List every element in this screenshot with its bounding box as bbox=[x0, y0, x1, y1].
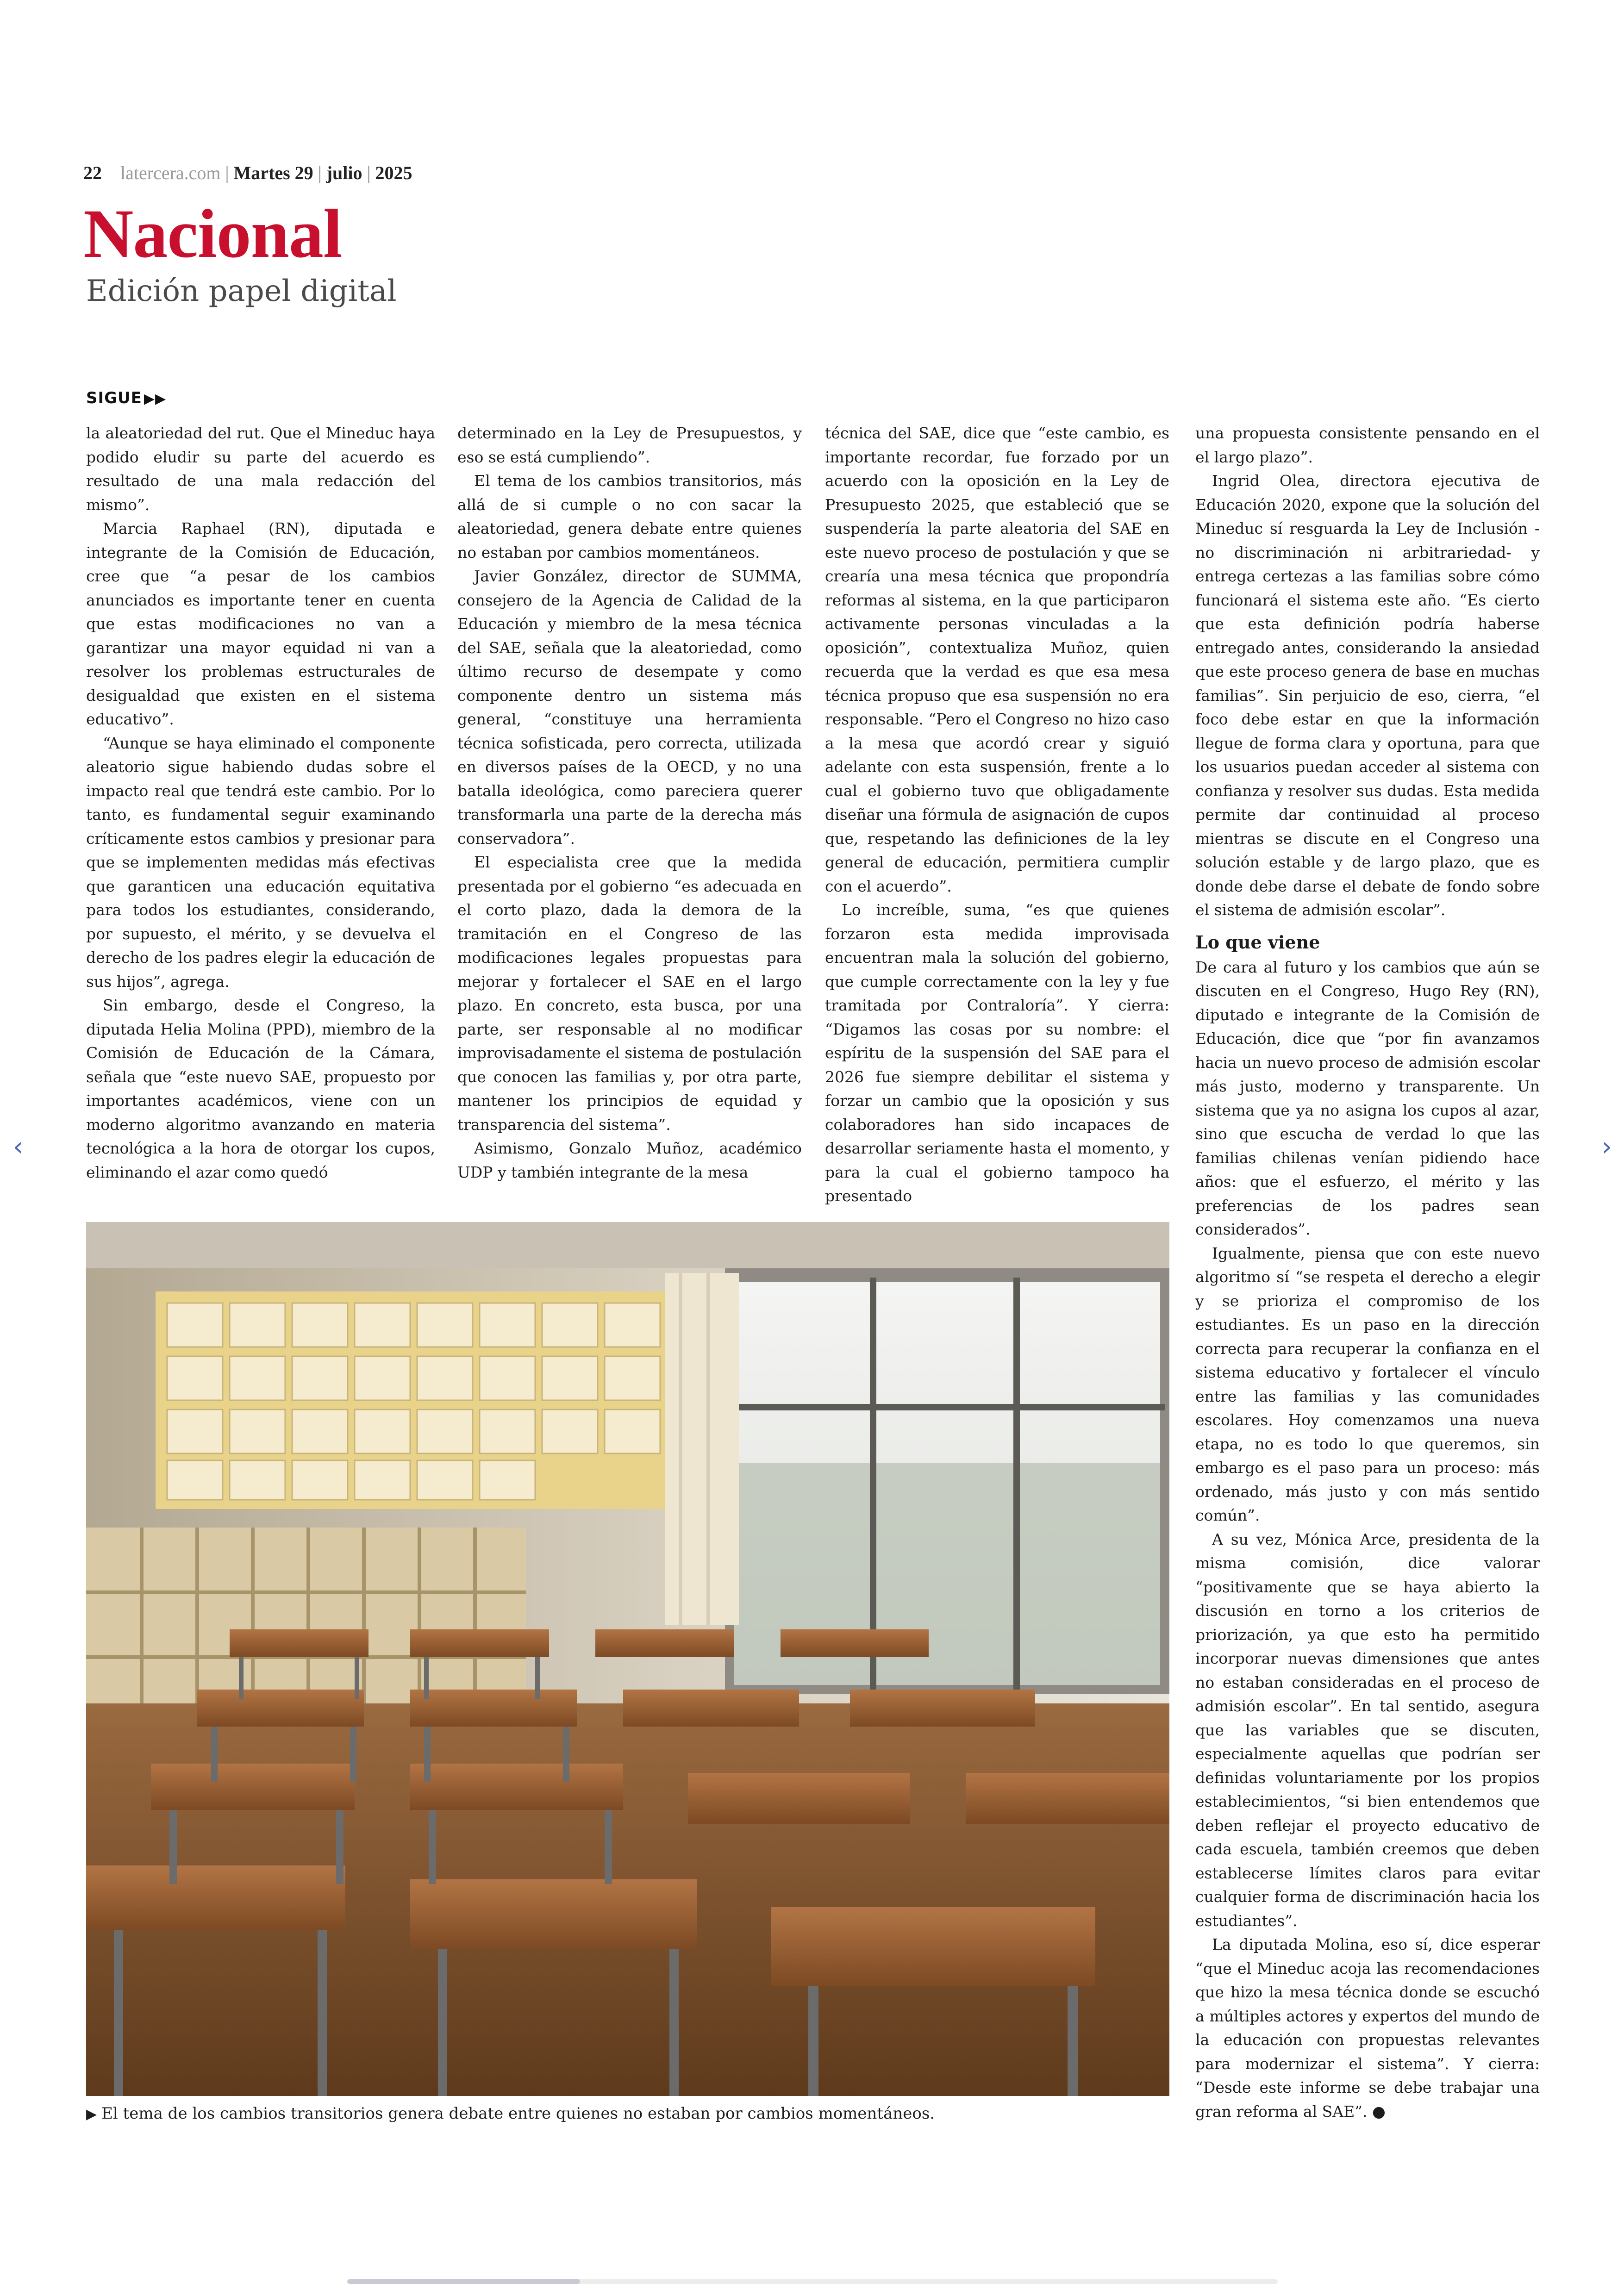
paragraph: Sin embargo, desde el Congreso, la diputada Helia Molina (PPD), miembro de la Comisión de Educación de la Cámara, señala que “este nuevo SAE, propuesto por importantes académicos, viene con un moderno algoritmo avanzando en materia tecnológica a la hora de otorgar los cupos, eliminando el azar como quedó bbox=[86, 996, 435, 1181]
article-column-2 bbox=[457, 421, 802, 1184]
chevron-right-icon: › bbox=[1601, 1132, 1612, 1162]
paragraph: Marcia Raphael (RN), diputada e integrante de la Comisión de Educación, cree que “a pesar de los cambios anunciados es importante tener en cuenta que estas modificaciones no van a garantizar una mayor equidad ni van a resolver los problemas estructurales de desigualdad que existen en el sistema educativo”. bbox=[86, 519, 435, 728]
paragraph: Javier González, director de SUMMA, consejero de la Agencia de Calidad de la Educación y miembro de la mesa técnica del SAE, señala que la aleatoriedad, como último recurso de desempate y como componente dentro un sistema más general, “constituye una herramienta técnica sofisticada, pero correcta, utilizada en diversos países de la OECD, y no una batalla ideológica, como pareciera querer transformarla una parte de la derecha más conservadora”. bbox=[457, 567, 802, 848]
paragraph: Ingrid Olea, directora ejecutiva de Educación 2020, expone que la solución del Mineduc sí resguarda la Ley de Inclusión -no discriminación ni arbitrariedad- y entrega certezas a las familias sobre cómo funcionará el sistema este año. “Es cierto que esta definición podría haberse entregado antes, considerando la ansiedad que este proceso genera de base en muchas familias”. Sin perjuicio de eso, cierra, “el foco debe estar en que la información llegue de forma clara y oportuna, para que los usuarios puedan acceder al sistema con confianza y resolver sus dudas. Esta medida permite dar continuidad al proceso mientras se discute en el Congreso una solución estable y de largo plazo, que es donde debe darse el debate de fondo sobre el sistema de admisión escolar”. bbox=[1195, 472, 1540, 919]
issue-month: julio bbox=[326, 162, 362, 183]
paragraph: El especialista cree que la medida presentada por el gobierno “es adecuada en el corto plazo, dada la demora de la tramitación en el Congreso de las modificaciones legales propuestas para mejorar y fortalecer el SAE en el largo plazo. En concreto, esta busca, por una parte, ser responsable al no modificar improvisadamente el sistema de postulación que conocen las familias y, por otra parte, mantener los principios de equidad y transparencia del sistema”. bbox=[457, 853, 802, 1134]
paragraph: la aleatoriedad del rut. Que el Mineduc haya podido eludir su parte del acuerdo es resultado de una mala redacción del mismo”. bbox=[86, 424, 435, 514]
continuation-label bbox=[86, 389, 166, 407]
paragraph: “Aunque se haya eliminado el componente aleatorio sigue habiendo dudas sobre el impacto real que tendrá este cambio. Por lo tanto, es fundamental seguir examinando críticamente estos cambios y presionar para que se implementen medidas más efectivas que garanticen una educación equitativa para todos los estudiantes, considerando, por supuesto, el mérito, y se devuelva el derecho de los padres elegir la educación de sus hijos”, agrega. bbox=[86, 734, 435, 991]
paragraph: determinado en la Ley de Presupuestos, y eso se está cumpliendo”. bbox=[457, 424, 802, 466]
double-play-icon: ▶▶ bbox=[144, 391, 167, 407]
paragraph: A su vez, Mónica Arce, presidenta de la misma comisión, dice valorar “positivamente que se haya abierto la discusión en torno a los criterios de priorización, ya que esto ha permitido incorporar nuevas dimensiones que antes no estaban consideradas en el proceso de admisión escolar”. En tal sentido, asegura que las variables que se discuten, especialmente aquellas que podrían ser definidas voluntariamente por los propios establecimientos, “si bien entendemos que deben reflejar el proyecto educativo de cada escuela, también creemos que deben establecerse límites claros para evitar cualquier forma de discriminación hacia los estudiantes”. bbox=[1195, 1530, 1540, 1930]
paragraph: El tema de los cambios transitorios, más allá de si cumple o no con sacar la aleatoriedad, genera debate entre quienes no estaban por cambios momentáneos. bbox=[457, 472, 802, 561]
scrollbar-thumb[interactable] bbox=[347, 2279, 580, 2284]
next-page-button[interactable] bbox=[1595, 1133, 1618, 1161]
section-title: Nacional bbox=[83, 195, 342, 272]
previous-page-button[interactable] bbox=[6, 1133, 30, 1161]
paragraph: De cara al futuro y los cambios que aún se discuten en el Congreso, Hugo Rey (RN), diputado e integrante de la Comisión de Educación, dice que “por fin avanzamos hacia un nuevo proceso de admisión escolar más justo, moderno y transparente. Un sistema que ya no asigna los cupos al azar, sino que escucha de verdad lo que las familias chilenas venían pidiendo hace años: que el esfuerzo, el mérito y las preferencias de los padres sean considerados”. bbox=[1195, 958, 1540, 1238]
page-number: 22 bbox=[83, 162, 102, 183]
paragraph: Lo increíble, suma, “es que quienes forzaron esta medida improvisada encuentran mala la solución del gobierno, que cumple correctamente con la ley y fue tramitada por Contraloría”. Y cierra: “Digamos las cosas por su nombre: el espíritu de la suspensión del SAE para el 2026 fue siempre debilitar el sistema y forzar un cambio que la oposición y sus colaboradores han sido incapaces de desarrollar seriamente hasta el momento, y para la cual el gobierno tampoco ha presentado bbox=[825, 901, 1169, 1205]
caption-text: El tema de los cambios transitorios genera debate entre quienes no estaban por cambios momentáneos. bbox=[101, 2104, 935, 2123]
continuation-text: SIGUE bbox=[86, 389, 142, 407]
paragraph: La diputada Molina, eso sí, dice esperar “que el Mineduc acoja las recomendaciones que hizo la mesa técnica donde se escuchó a múltiples actores y expertos del mundo de la educación con propuestas relevantes para modernizar el sistema”. Y cierra: “Desde este informe se debe trabajar una gran reforma al SAE”. ● bbox=[1195, 1935, 1540, 2120]
page-folio: 22 latercera.com | Martes 29 | julio | 2025 bbox=[83, 162, 412, 183]
paragraph: una propuesta consistente pensando en el el largo plazo”. bbox=[1195, 424, 1540, 466]
photo-caption bbox=[86, 2104, 1169, 2123]
edition-subtitle: Edición papel digital bbox=[86, 274, 397, 308]
paragraph: técnica del SAE, dice que “este cambio, es importante recordar, fue forzado por un acuerdo con la oposición en la Ley de Presupuesto 2025, que estableció que se suspendería la parte aleatoria del SAE en este nuevo proceso de postulación y que se crearía una mesa técnica que propondría reformas al sistema, en la que participaron activamente personas vinculadas a la oposición”, contextualiza Muñoz, quien recuerda que la verdad es que esa mesa técnica propuso que esa suspensión no era responsable. “Pero el Congreso no hizo caso a la mesa que acordó crear y siguió adelante con esta suspensión, frente a lo cual el gobierno tuvo que obligadamente diseñar una fórmula de asignación de cupos que, respetando las definiciones de la ley general de educación, permitiera cumplir con el acuerdo”. bbox=[825, 424, 1169, 895]
issue-day: Martes 29 bbox=[233, 162, 313, 183]
chevron-left-icon: ‹ bbox=[12, 1132, 24, 1162]
page-scrollbar[interactable] bbox=[347, 2279, 1278, 2284]
article-column-3 bbox=[825, 421, 1169, 1208]
classroom-photo bbox=[86, 1222, 1169, 2096]
issue-year: 2025 bbox=[375, 162, 412, 183]
subheading-lo-que-viene: Lo que viene bbox=[1195, 931, 1320, 953]
article-column-4 bbox=[1195, 421, 1540, 2123]
paragraph: Igualmente, piensa que con este nuevo algoritmo sí “se respeta el derecho a elegir y se prioriza el compromiso de los estudiantes. Es un paso en la dirección correcta para recuperar la confianza en el sistema educativo y fortalecer el vínculo entre las familias y las comunidades escolares. Hoy comenzamos una nueva etapa, no es todo lo que queremos, sin embargo es el paso para un proceso: más ordenado, más justo y con más sentido común”. bbox=[1195, 1244, 1540, 1524]
article-column-1 bbox=[86, 421, 435, 1184]
site-name: latercera.com bbox=[120, 162, 221, 183]
caption-arrow-icon: ▶ bbox=[86, 2106, 97, 2122]
paragraph: Asimismo, Gonzalo Muñoz, académico UDP y también integrante de la mesa bbox=[457, 1139, 802, 1181]
